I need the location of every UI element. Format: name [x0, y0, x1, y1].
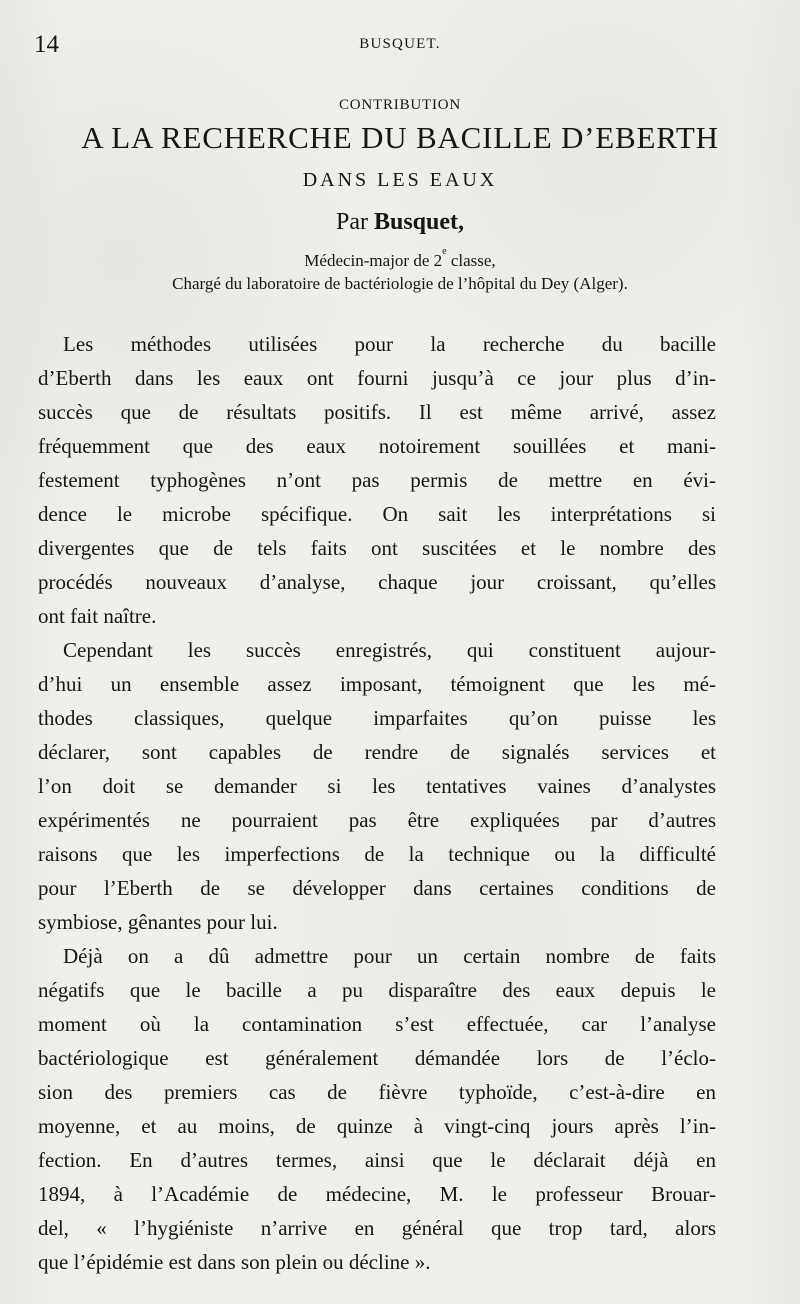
- paragraph-3-line-8: 1894, à l’Académie de médecine, M. le professeur Brouar-: [38, 1182, 716, 1206]
- paragraph-2-line-6: expérimentés ne pourraient pas être expliquées par d’autres: [38, 808, 716, 832]
- paragraph-3-line-1: Déjà on a dû admettre pour un certain nombre de faits: [63, 944, 716, 968]
- paragraph-1-line-6: dence le microbe spécifique. On sait les interprétations si: [38, 502, 716, 526]
- article-header: [0, 95, 800, 295]
- paragraph-1-line-2: d’Eberth dans les eaux ont fourni jusqu’à ce jour plus d’in-: [38, 366, 716, 390]
- article-title: A LA RECHERCHE DU BACILLE D’EBERTH: [81, 120, 719, 155]
- paragraph-3-line-7: fection. En d’autres termes, ainsi que le déclarait déjà en: [38, 1148, 716, 1172]
- paragraph-1-line-9: ont fait naître.: [38, 604, 157, 628]
- paragraph-1-line-8: procédés nouveaux d’analyse, chaque jour croissant, qu’elles: [38, 570, 716, 594]
- rank-superscript: e: [442, 246, 447, 258]
- paragraph-2-line-9: symbiose, gênantes pour lui.: [38, 910, 278, 934]
- running-head: [0, 30, 800, 64]
- author-lab: Chargé du laboratoire de bactériologie de l’hôpital du Dey (Alger).: [172, 274, 628, 293]
- article-subtitle: DANS LES EAUX: [302, 169, 498, 191]
- paragraph-1-line-3: succès que de résultats positifs. Il est même arrivé, assez: [38, 400, 716, 424]
- running-title: BUSQUET.: [359, 36, 441, 52]
- paragraph-2-line-2: d’hui un ensemble assez imposant, témoignent que les mé-: [38, 672, 716, 696]
- author-prefix: Par: [335, 209, 368, 235]
- paragraph-1-line-7: divergentes que de tels faits ont suscitées et le nombre des: [38, 536, 716, 560]
- author-name: Busquet,: [373, 209, 465, 235]
- page-number: 14: [34, 31, 59, 58]
- paragraph-1-line-4: fréquemment que des eaux notoirement souillées et mani-: [38, 434, 716, 458]
- paragraph-2-line-3: thodes classiques, quelque imparfaites qu’on puisse les: [38, 706, 716, 730]
- paragraph-3-line-2: négatifs que le bacille a pu disparaître des eaux depuis le: [38, 978, 716, 1002]
- paragraph-1-line-1: Les méthodes utilisées pour la recherche du bacille: [63, 332, 716, 356]
- author-rank: [0, 246, 800, 271]
- contribution-label: CONTRIBUTION: [338, 97, 462, 113]
- paragraph-2-line-1: Cependant les succès enregistrés, qui constituent aujour-: [63, 638, 716, 662]
- author-line: [0, 207, 800, 237]
- paragraph-2-line-7: raisons que les imperfections de la technique ou la difficulté: [38, 842, 716, 866]
- paragraph-2-line-8: pour l’Eberth de se développer dans certaines conditions de: [38, 876, 716, 900]
- paragraph-3-line-6: moyenne, et au moins, de quinze à vingt-cinq jours après l’in-: [38, 1114, 716, 1138]
- paragraph-2-line-5: l’on doit se demander si les tentatives vaines d’analystes: [38, 774, 716, 798]
- paragraph-3-line-4: bactériologique est généralement démandée lors de l’éclo-: [38, 1046, 716, 1070]
- rank-after: classe,: [446, 251, 496, 270]
- paragraph-3-line-3: moment où la contamination s’est effectuée, car l’analyse: [38, 1012, 716, 1036]
- rank-before: Médecin-major de 2: [304, 251, 443, 270]
- paragraph-1-line-5: festement typhogènes n’ont pas permis de mettre en évi-: [38, 468, 716, 492]
- paragraph-3-line-10: que l’épidémie est dans son plein ou décline ».: [38, 1250, 431, 1274]
- paragraph-2-line-4: déclarer, sont capables de rendre de signalés services et: [38, 740, 716, 764]
- paragraph-3-line-5: sion des premiers cas de fièvre typhoïde, c’est-à-dire en: [38, 1080, 716, 1104]
- paragraph-3-line-9: del, « l’hygiéniste n’arrive en général que trop tard, alors: [38, 1216, 716, 1240]
- article-body: [38, 327, 716, 1279]
